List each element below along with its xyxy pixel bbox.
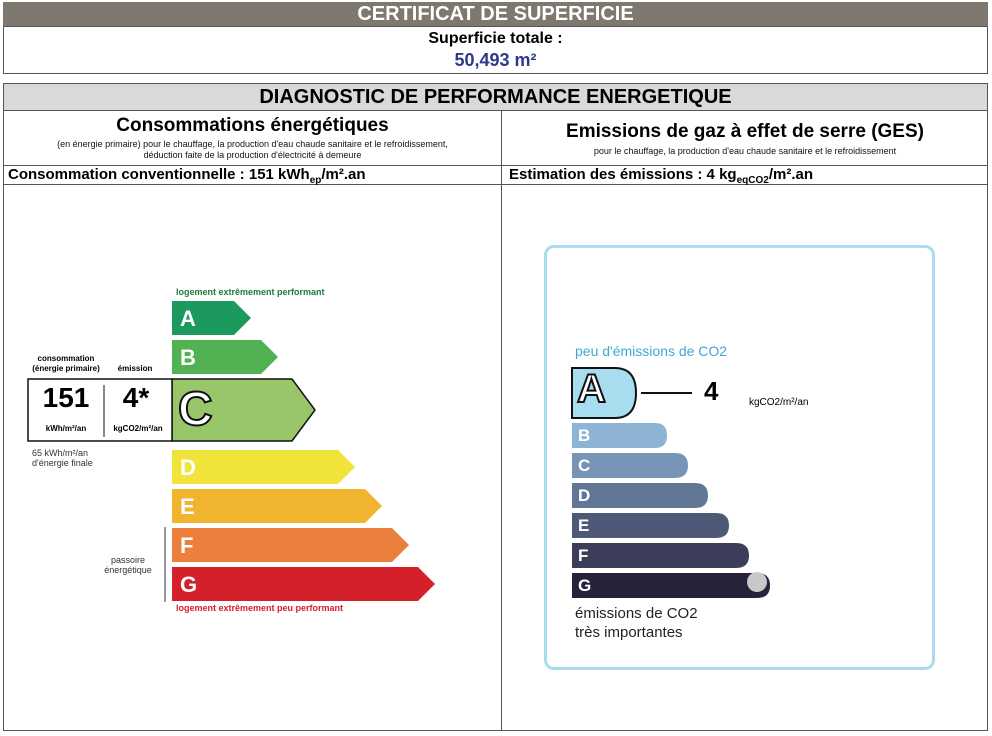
energy-letter-b: B xyxy=(180,345,196,370)
energy-letter-d: D xyxy=(180,455,196,480)
surface-value: 50,493 m² xyxy=(454,50,537,70)
emission-unit: kgCO2/m²/an xyxy=(113,424,163,433)
ges-description: pour le chauffage, la production d'eau chaude sanitaire et le refroidissement xyxy=(593,146,897,156)
ges-value: 4 xyxy=(704,376,719,406)
ges-bar-g xyxy=(572,573,770,598)
emission-value: 4* xyxy=(122,382,150,413)
energy-heading: Consommations énergétiques xyxy=(116,115,389,136)
dpe-title: DIAGNOSTIC DE PERFORMANCE ENERGETIQUE xyxy=(259,86,732,108)
energy-letter-a: A xyxy=(180,306,196,331)
ges-summary-suffix: /m².an xyxy=(768,166,813,183)
energy-bottom-caption: logement extrêmement peu performant xyxy=(176,603,344,613)
consumption-caption: consommation (énergie primaire) xyxy=(32,354,100,373)
ges-letter-b: B xyxy=(578,426,591,445)
energy-summary-suffix: /m².an xyxy=(321,166,366,183)
ges-summary-sub: eqCO2 xyxy=(736,175,769,186)
ges-bottom-caption: émissions de CO2 très importantes xyxy=(575,605,698,641)
energy-summary-sub: ep xyxy=(309,175,322,186)
energy-letter-g: G xyxy=(180,572,198,597)
ges-letter-f: F xyxy=(578,546,589,565)
energy-top-caption: logement extrêmement performant xyxy=(176,287,325,297)
consumption-value: 151 xyxy=(42,382,90,413)
ges-letter-e: E xyxy=(578,516,590,535)
ges-bar-f xyxy=(572,543,749,568)
energy-letter-c: C xyxy=(178,383,213,436)
ges-g-marker xyxy=(747,572,767,592)
ges-heading: Emissions de gaz à effet de serre (GES) xyxy=(566,121,924,142)
energy-letter-f: F xyxy=(180,533,194,558)
consumption-unit: kWh/m²/an xyxy=(45,424,87,433)
energy-description: (en énergie primaire) pour le chauffage, la production d'eau chaude sanitaire et le refroidissement, déduction faite de la production d'électricité à demeure xyxy=(57,139,448,160)
ges-letter-d: D xyxy=(578,486,591,505)
ges-bar-d xyxy=(572,483,708,508)
ges-letter-a: A xyxy=(577,367,606,411)
ges-letter-g: G xyxy=(578,576,592,595)
ges-letter-c: C xyxy=(578,456,591,475)
energy-summary-prefix: Consommation conventionnelle : 151 kWh xyxy=(8,166,310,183)
emission-caption: émission xyxy=(117,364,153,373)
final-energy-note: 65 kWh/m²/an d'énergie finale xyxy=(32,448,93,468)
energy-letter-e: E xyxy=(180,494,195,519)
ges-top-caption: peu d'émissions de CO2 xyxy=(575,343,728,359)
certificate-title: CERTIFICAT DE SUPERFICIE xyxy=(357,3,634,25)
ges-bar-e xyxy=(572,513,729,538)
surface-label: Superficie totale : xyxy=(428,30,563,47)
ges-summary-prefix: Estimation des émissions : 4 kg xyxy=(509,166,737,183)
passoire-label: passoire énergétique xyxy=(104,555,152,575)
ges-unit: kgCO2/m²/an xyxy=(749,397,809,408)
